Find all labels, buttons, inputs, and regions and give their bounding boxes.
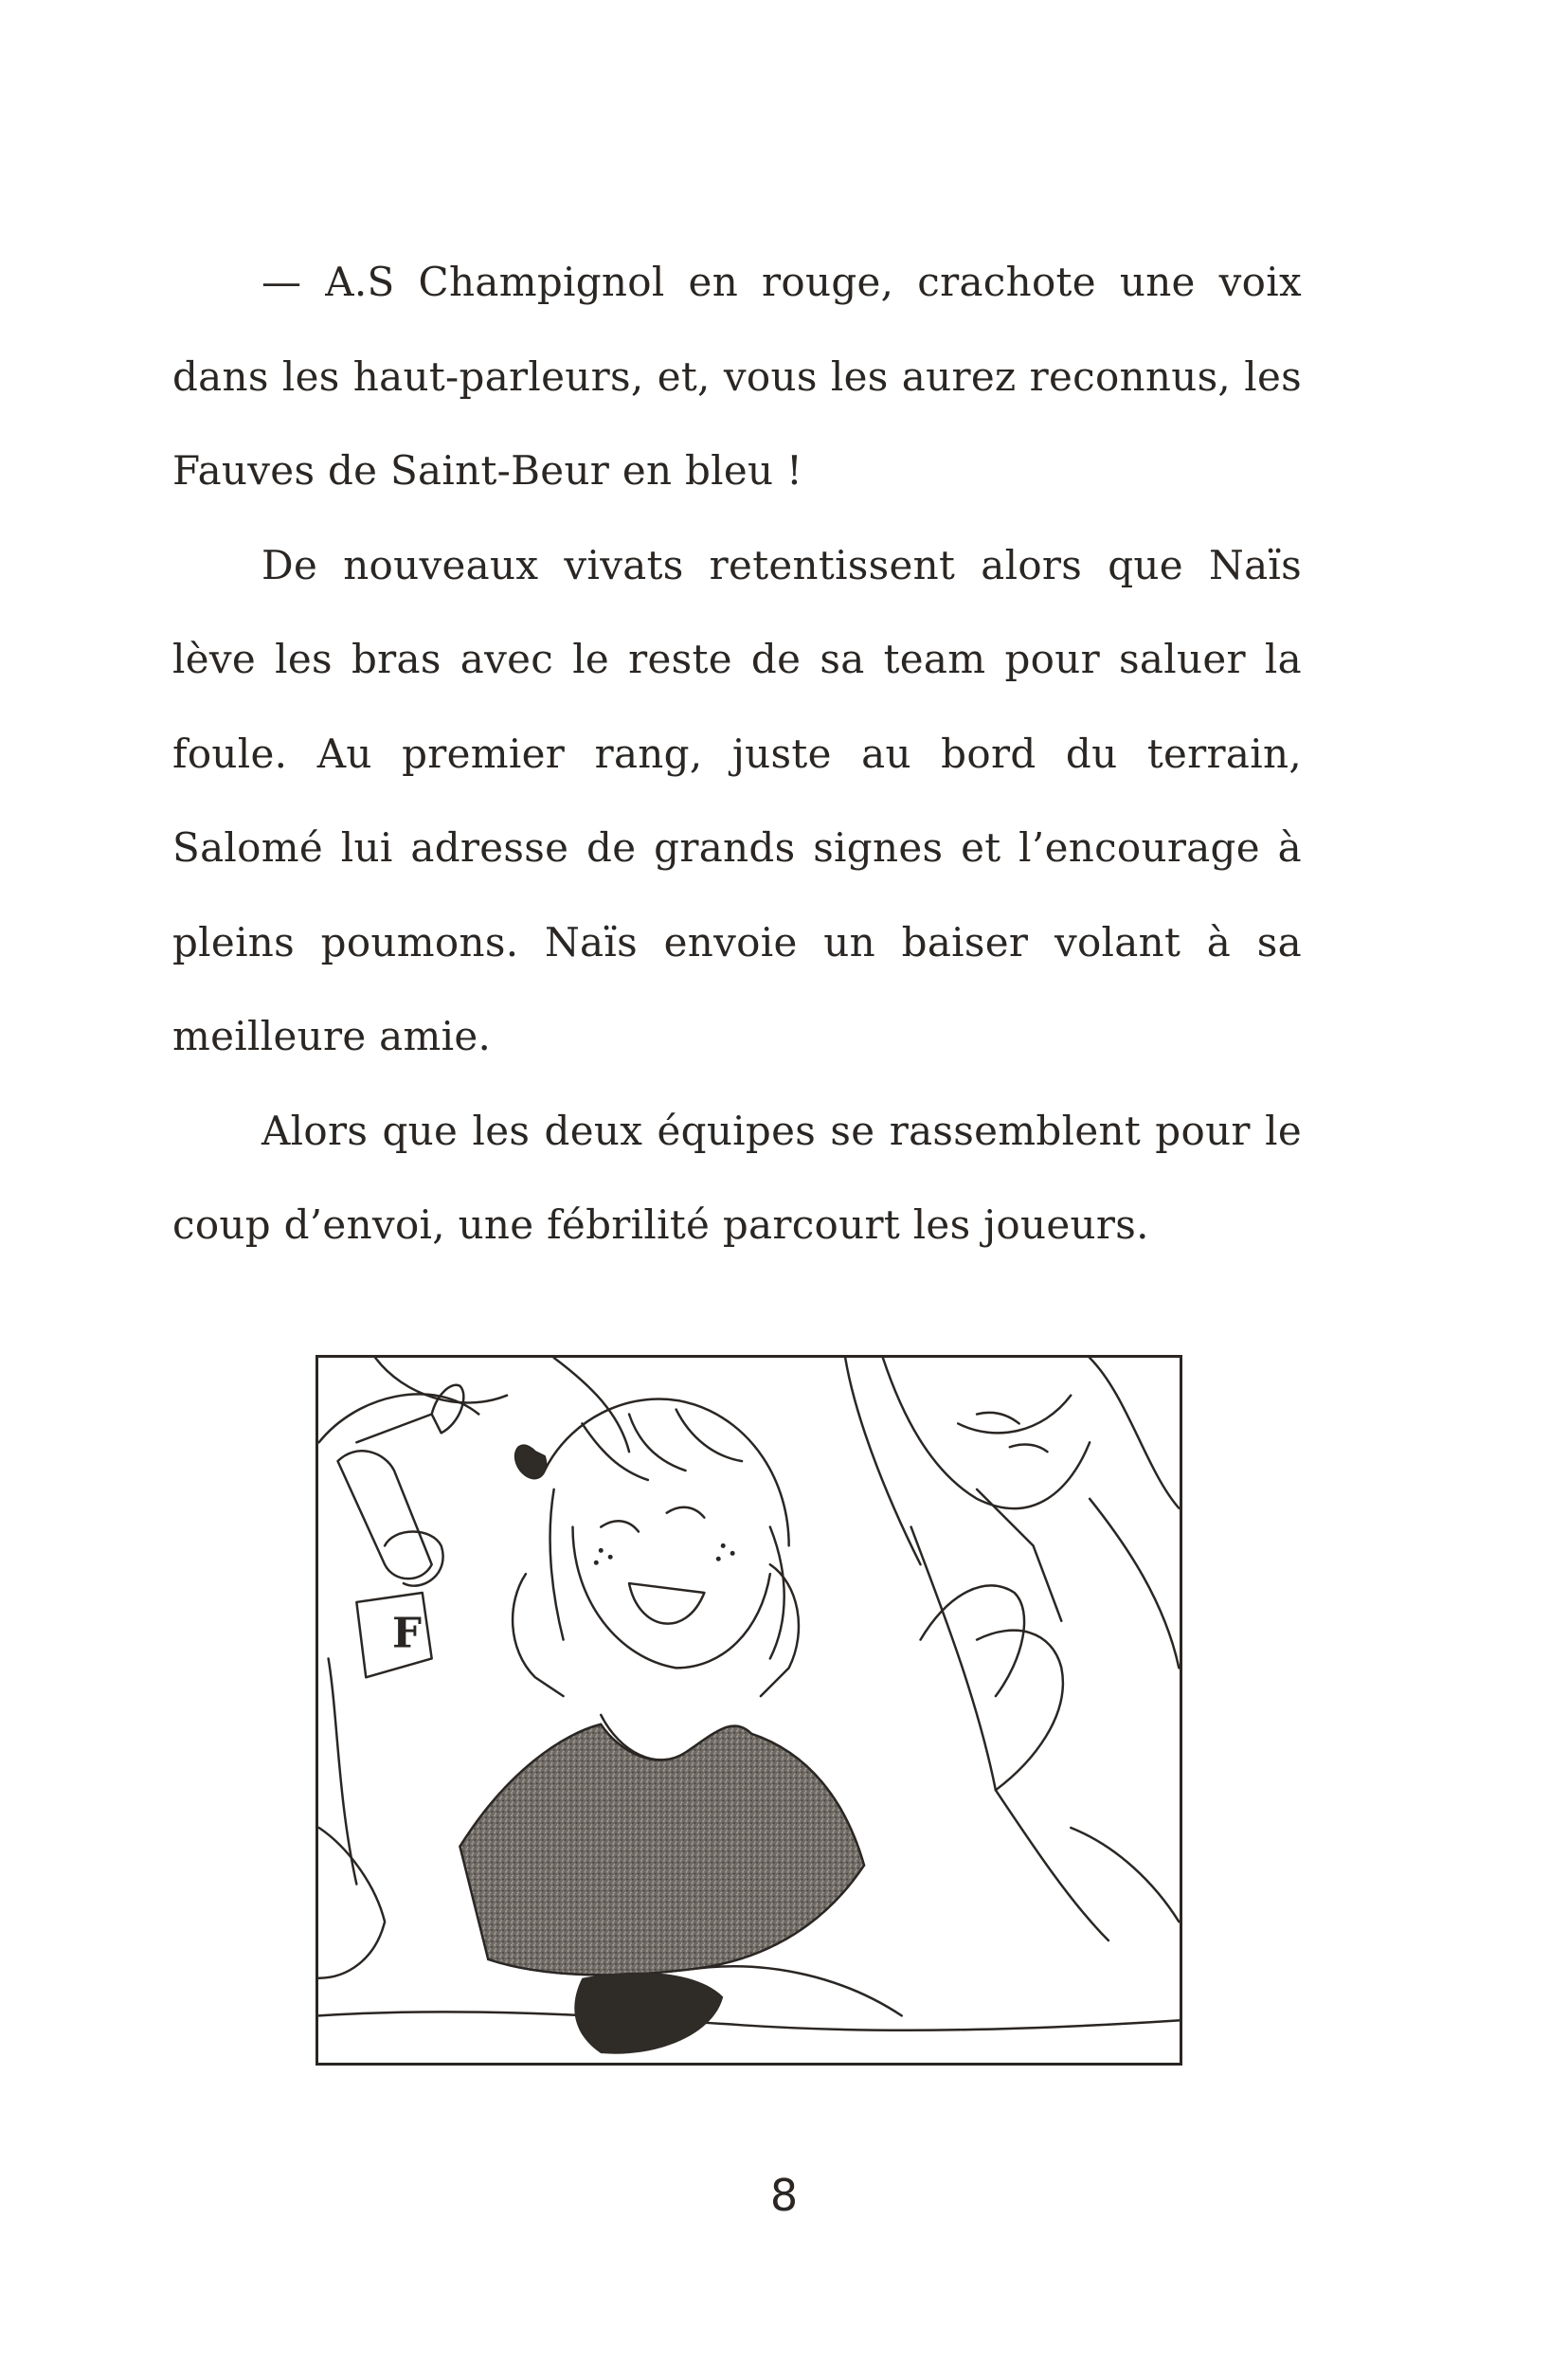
body-text: [172, 235, 1302, 1272]
paragraph-2: De nouveaux vivats retentissent alors que Naïs lève les bras avec le reste de sa team pour saluer la foule. Au premier rang, juste au bord du terrain, Salomé lui adresse de grands signes et l’encourage à pleins poumons. Naïs envoie un baiser volant à sa meilleure amie.: [172, 541, 1302, 1059]
hair-bow: [515, 1446, 546, 1479]
flag-letter: F: [392, 1609, 423, 1658]
illustration-drawing: [318, 1358, 1180, 2063]
illustration-cheering-girl: [315, 1355, 1182, 2066]
paragraph-3: Alors que les deux équipes se rassemblent pour le coup d’envoi, une fébrilité parcourt les joueurs.: [172, 1107, 1302, 1248]
skirt-shape: [574, 1973, 723, 2054]
sweater-shading: [460, 1724, 864, 1975]
freckles: [594, 1543, 735, 1565]
paragraph-1: — A.S Champignol en rouge, crachote une voix dans les haut-parleurs, et, vous les aurez reconnus, les Fauves de Saint-Beur en bleu !: [172, 259, 1302, 494]
page-number: 8: [769, 2170, 799, 2221]
